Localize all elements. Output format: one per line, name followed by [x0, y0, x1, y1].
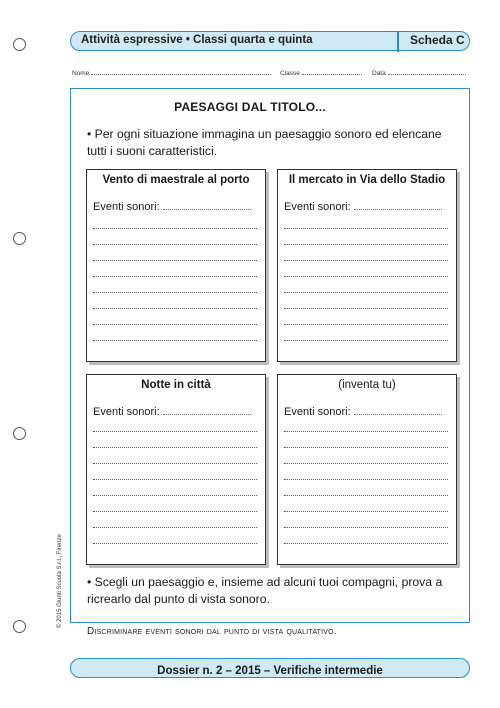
card-mercato-stadio: [277, 169, 457, 362]
learning-objective: Discriminare eventi sonori dal punto di vista qualitativo.: [87, 626, 337, 637]
answer-line[interactable]: [284, 495, 448, 496]
header-separator: [397, 32, 399, 52]
eventi-sonori-field[interactable]: [93, 406, 251, 418]
answer-line[interactable]: [93, 511, 257, 512]
answer-line[interactable]: [284, 260, 448, 261]
copyright-note: © 2015 Giunti Scuola S.r.l., Firenze: [57, 534, 63, 628]
eventi-sonori-label: Eventi sonori:: [284, 201, 351, 213]
instruction-1: • Per ogni situazione immagina un paesaggio sonoro ed elencane tutti i suoni caratteristici.: [87, 127, 442, 158]
binder-hole-4: [13, 620, 26, 633]
eventi-sonori-field[interactable]: [93, 201, 251, 213]
answer-line[interactable]: [284, 431, 448, 432]
answer-line[interactable]: [284, 543, 448, 544]
answer-line[interactable]: [284, 479, 448, 480]
answer-line[interactable]: [93, 308, 257, 309]
answer-line[interactable]: [93, 292, 257, 293]
answer-line[interactable]: [93, 228, 257, 229]
answer-line[interactable]: [93, 431, 257, 432]
answer-line[interactable]: [284, 447, 448, 448]
header-title: Attività espressive • Classi quarta e quinta: [81, 34, 313, 46]
answer-line[interactable]: [93, 495, 257, 496]
answer-line[interactable]: [284, 527, 448, 528]
answer-line[interactable]: [93, 340, 257, 341]
card-vento-maestrale: [86, 169, 266, 362]
card-notte-citta: [86, 374, 266, 565]
data-label: Data: [372, 70, 386, 77]
eventi-sonori-field[interactable]: [284, 201, 442, 213]
eventi-sonori-label: Eventi sonori:: [284, 406, 351, 418]
binder-hole-2: [13, 232, 26, 245]
answer-line[interactable]: [284, 276, 448, 277]
scheda-label: Scheda C: [410, 33, 465, 47]
binder-hole-1: [13, 38, 26, 51]
eventi-sonori-label: Eventi sonori:: [93, 201, 160, 213]
answer-line[interactable]: [284, 340, 448, 341]
classe-field[interactable]: [280, 67, 362, 77]
answer-line[interactable]: [93, 463, 257, 464]
card-inventa-tu: [277, 374, 457, 565]
binder-hole-3: [13, 427, 26, 440]
answer-line[interactable]: [284, 324, 448, 325]
answer-line[interactable]: [93, 260, 257, 261]
nome-field[interactable]: [72, 67, 271, 77]
nome-label: Nome: [72, 70, 90, 77]
instruction-2: • Scegli un paesaggio e, insieme ad alcuni tuoi compagni, prova a ricrearlo dal punto di vista sonoro.: [87, 575, 443, 606]
worksheet-title: PAESAGGI DAL TITOLO...: [174, 100, 326, 114]
data-field[interactable]: [372, 67, 466, 77]
answer-line[interactable]: [93, 324, 257, 325]
classe-label: Classe: [280, 70, 300, 77]
answer-line[interactable]: [93, 447, 257, 448]
answer-line[interactable]: [93, 479, 257, 480]
answer-line[interactable]: [93, 276, 257, 277]
answer-line[interactable]: [284, 228, 448, 229]
footer-title: Dossier n. 2 – 2015 – Verifiche intermedie: [157, 665, 383, 677]
name-class-date-row: [70, 67, 470, 79]
card-title: Notte in città: [141, 379, 211, 391]
answer-line[interactable]: [284, 308, 448, 309]
answer-line[interactable]: [284, 463, 448, 464]
eventi-sonori-field[interactable]: [284, 406, 442, 418]
answer-line[interactable]: [93, 244, 257, 245]
answer-line[interactable]: [284, 292, 448, 293]
card-title: Vento di maestrale al porto: [102, 174, 250, 186]
eventi-sonori-label: Eventi sonori:: [93, 406, 160, 418]
answer-line[interactable]: [93, 527, 257, 528]
card-title: (inventa tu): [338, 379, 396, 391]
answer-line[interactable]: [284, 244, 448, 245]
answer-line[interactable]: [93, 543, 257, 544]
footer-bar: [70, 658, 470, 678]
card-title: Il mercato in Via dello Stadio: [288, 174, 446, 186]
answer-line[interactable]: [284, 511, 448, 512]
